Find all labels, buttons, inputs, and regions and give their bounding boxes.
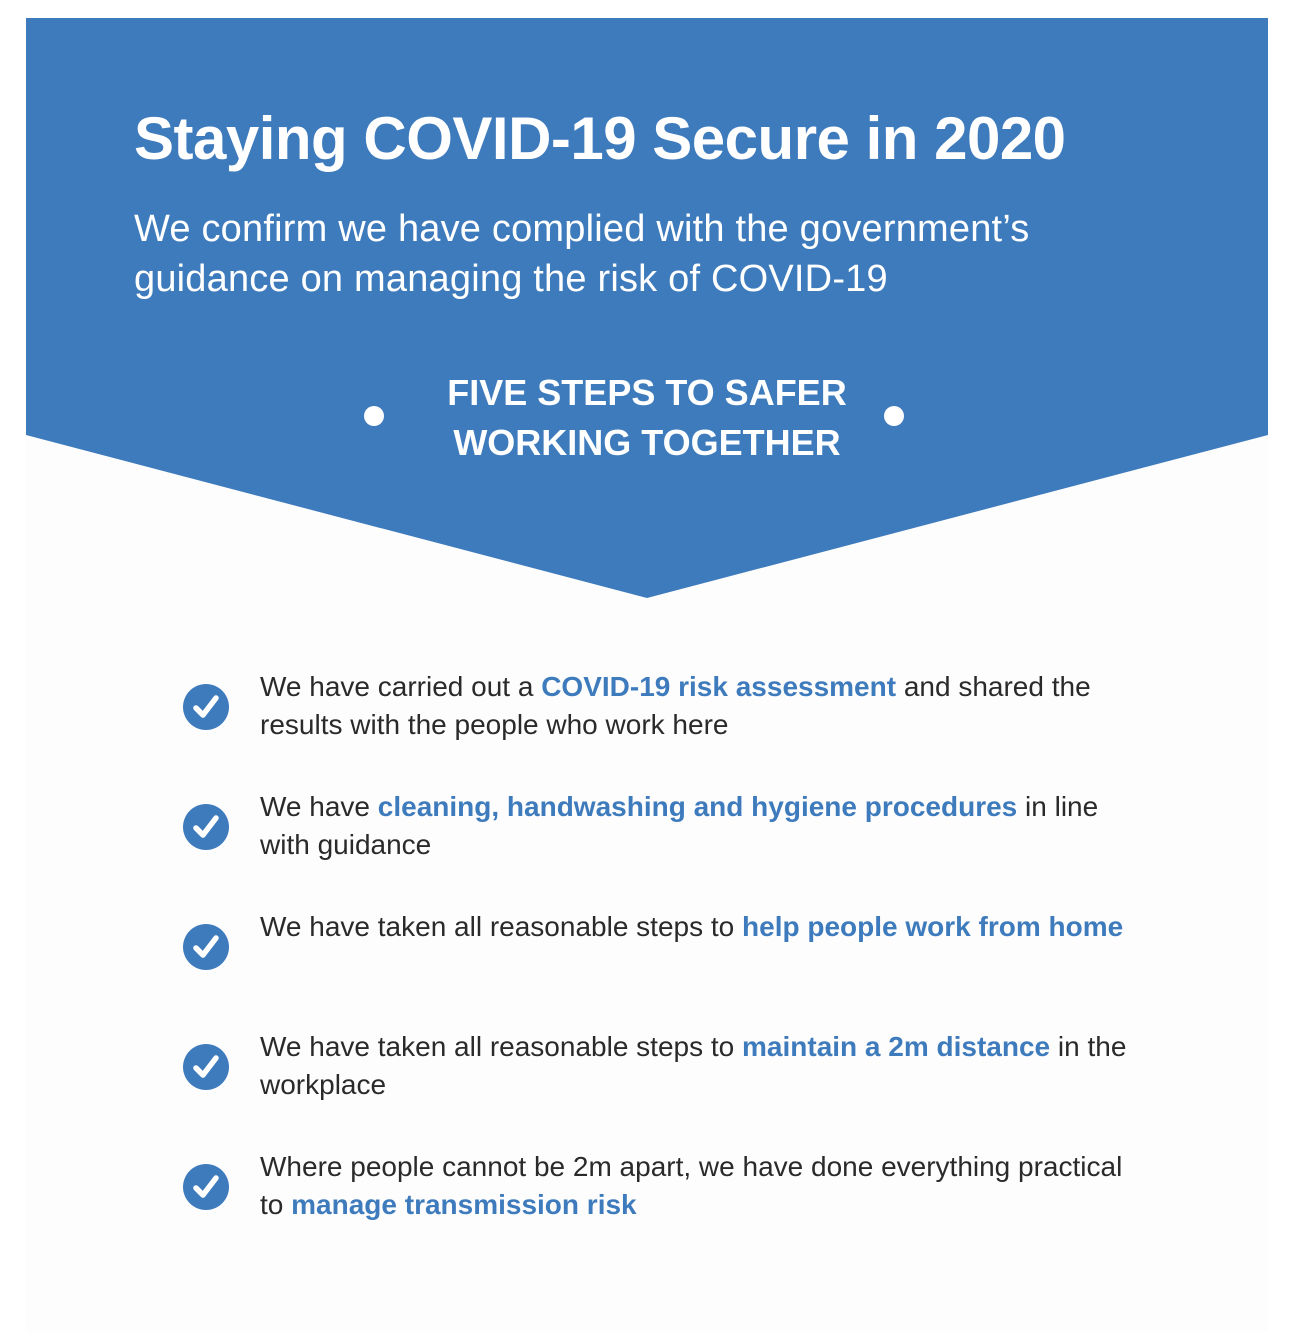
list-item — [26, 1028, 1268, 1148]
list-item-text — [260, 1148, 1140, 1224]
subtitle — [134, 204, 1164, 304]
steps-heading — [26, 368, 1268, 468]
list-item-text-post: in the workplace — [260, 1031, 1127, 1100]
list-item-text — [260, 788, 1140, 864]
check-circle-icon — [182, 923, 230, 971]
steps-heading-line-2: WORKING TOGETHER — [453, 422, 841, 463]
subtitle-line-1: We confirm we have complied with the government’s — [134, 208, 1030, 250]
list-item-highlight: help people work from home — [742, 911, 1124, 942]
poster — [26, 18, 1268, 1332]
list-item-text-pre: We have taken all reasonable steps to — [260, 911, 743, 942]
check-circle-icon — [182, 1163, 230, 1211]
bullet-dot-icon-right — [884, 406, 904, 426]
list-item — [26, 788, 1268, 908]
list-item-text-pre: We have — [260, 791, 378, 822]
list-item-highlight: maintain a 2m distance — [742, 1031, 1051, 1062]
list-item-highlight: manage transmission risk — [291, 1189, 637, 1220]
steps-heading-line-1: FIVE STEPS TO SAFER — [447, 372, 847, 413]
list-item — [26, 668, 1268, 788]
check-circle-icon — [182, 683, 230, 731]
page-title: Staying COVID-19 Secure in 2020 — [134, 105, 1066, 172]
list-item-text-pre: We have carried out a — [260, 671, 542, 702]
check-circle-icon — [182, 803, 230, 851]
check-circle-icon — [182, 1043, 230, 1091]
checklist — [26, 668, 1268, 1268]
list-item-text-post: in line with guidance — [260, 791, 1099, 860]
list-item-highlight: cleaning, handwashing and hygiene procedures — [377, 791, 1018, 822]
list-item-text — [260, 908, 1140, 946]
list-item-text — [260, 1028, 1140, 1104]
list-item-text-post: and shared the results with the people who work here — [260, 671, 1091, 740]
list-item-text-pre: We have taken all reasonable steps to — [260, 1031, 743, 1062]
subtitle-line-2: guidance on managing the risk of COVID-19 — [134, 258, 888, 300]
list-item — [26, 908, 1268, 1028]
list-item — [26, 1148, 1268, 1268]
list-item-text — [260, 668, 1140, 744]
list-item-highlight: COVID-19 risk assessment — [541, 671, 897, 702]
list-item-text-pre: Where people cannot be 2m apart, we have done everything practical to — [260, 1151, 1123, 1220]
